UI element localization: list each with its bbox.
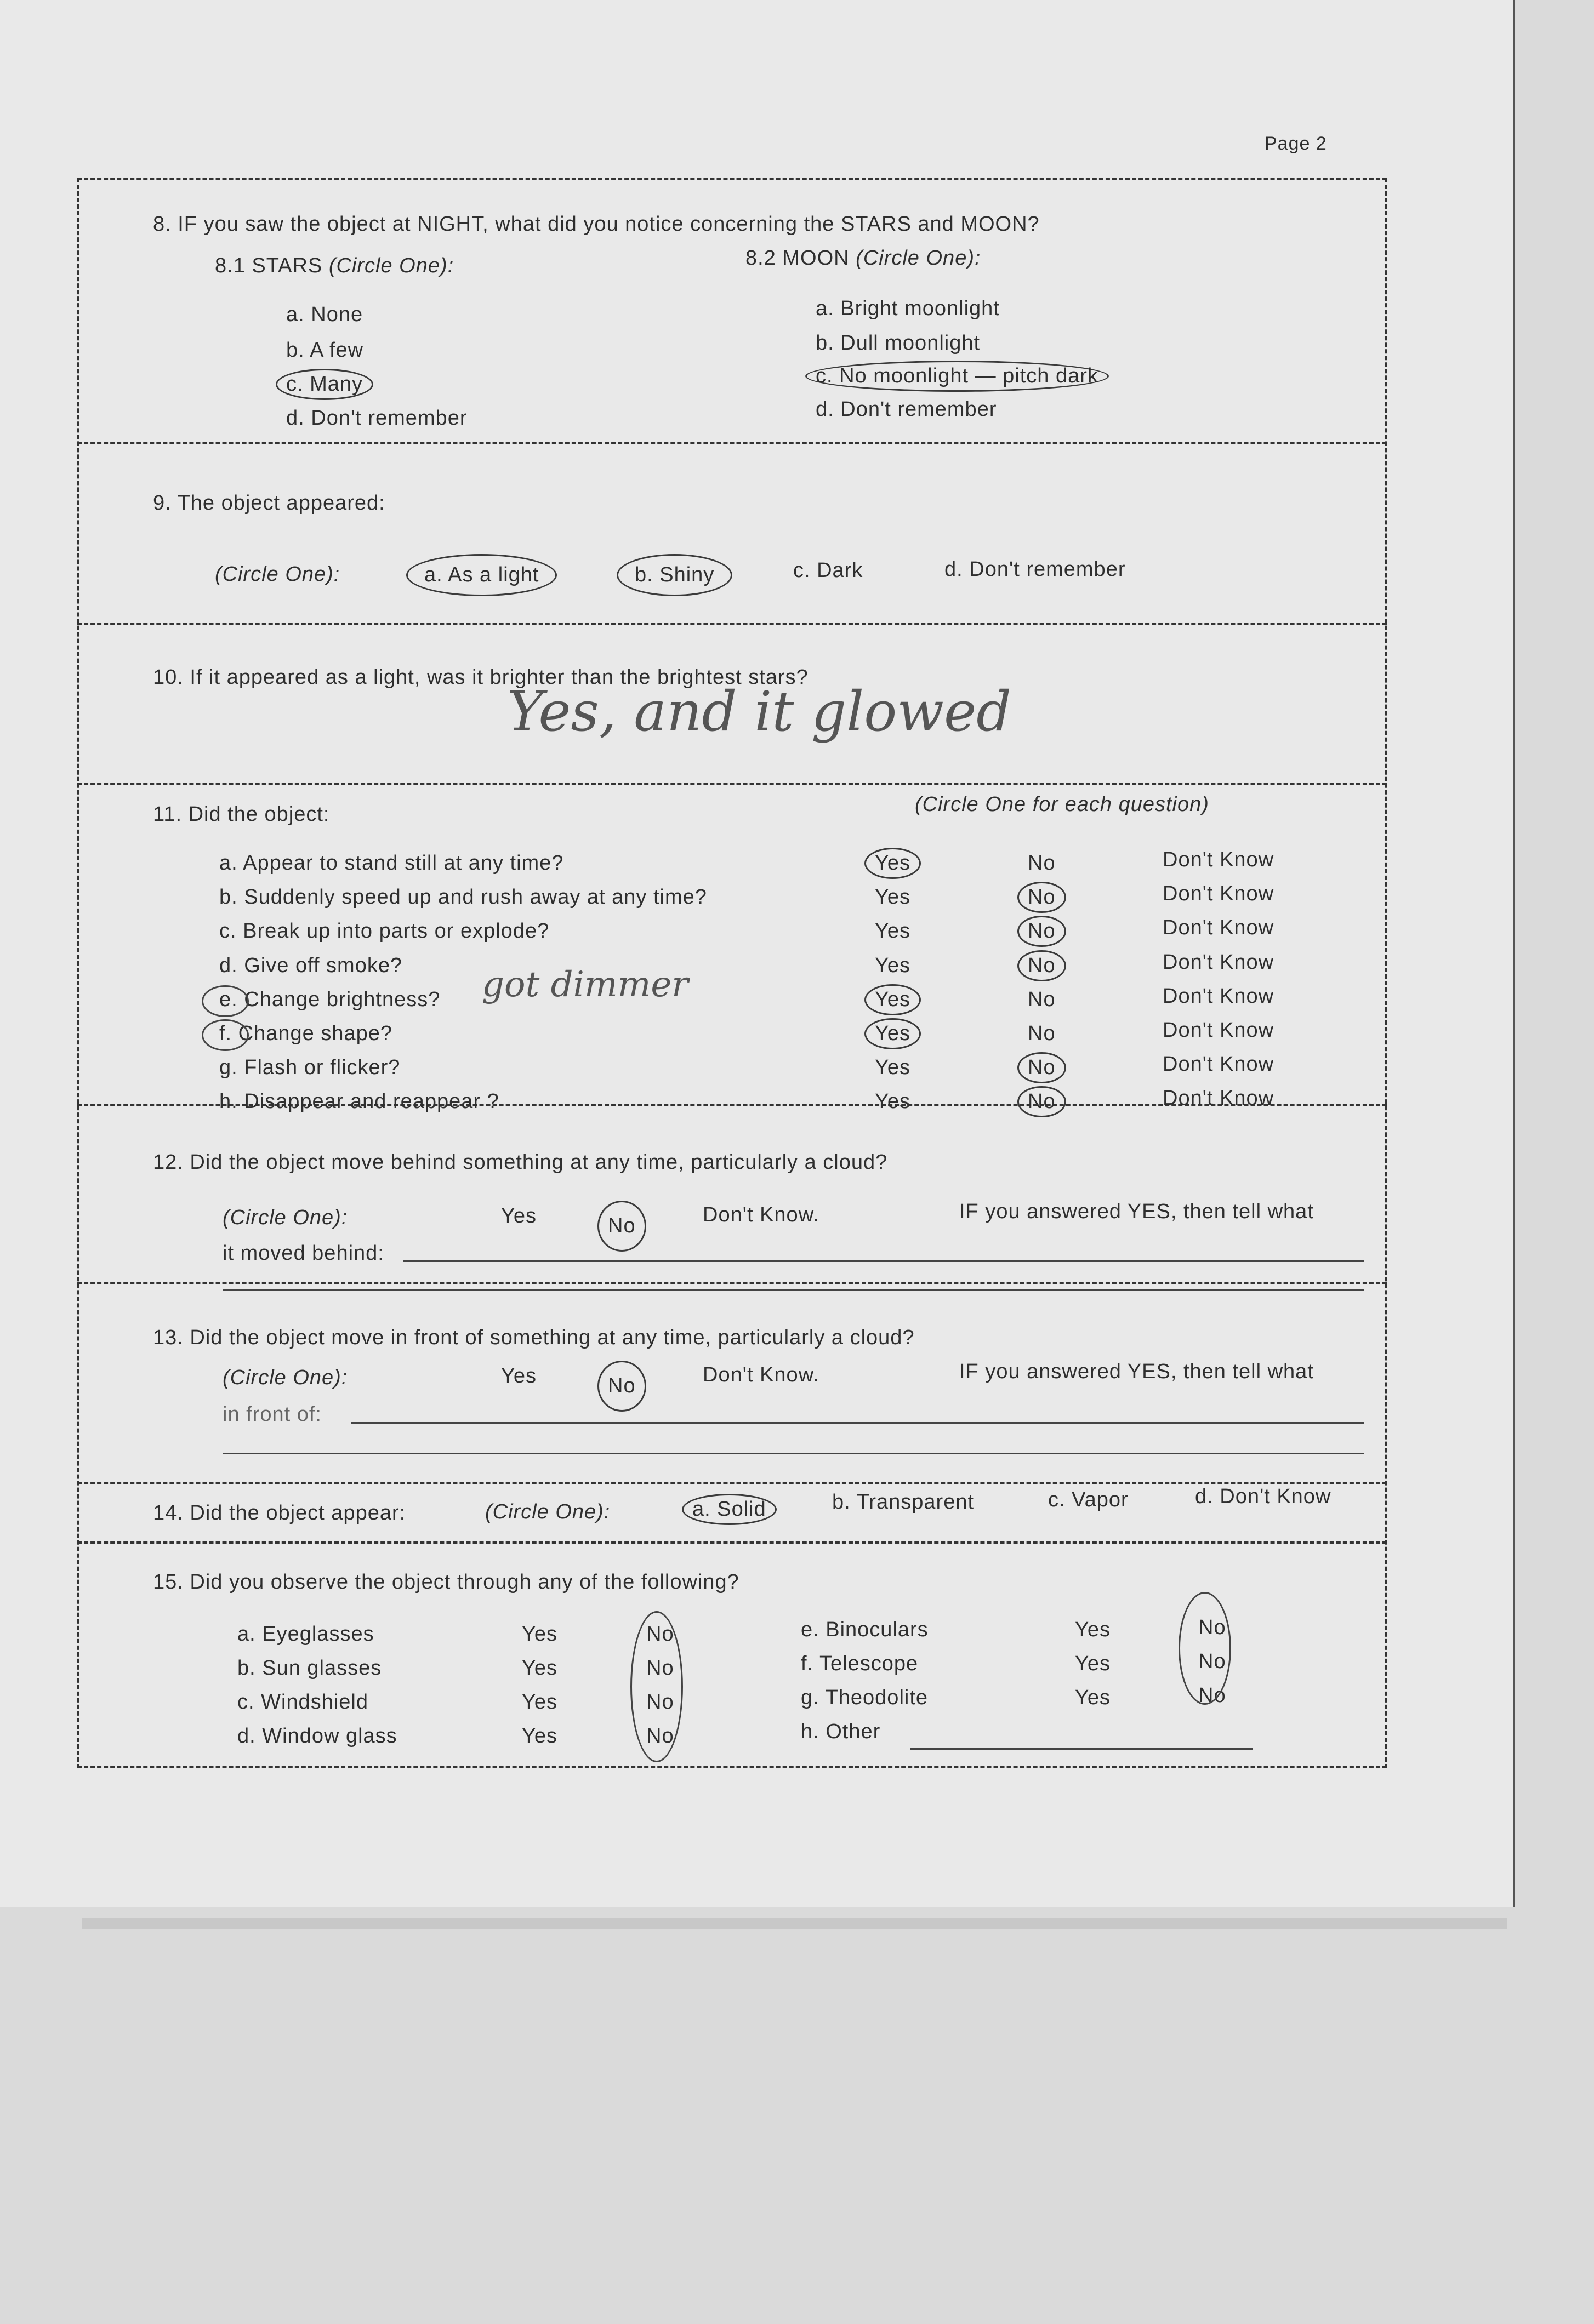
q15-no-selected[interactable]: No bbox=[646, 1657, 674, 1680]
q11-dont-know[interactable]: Don't Know bbox=[1163, 1053, 1274, 1076]
q11-no-selected[interactable]: No bbox=[1017, 1052, 1066, 1083]
divider bbox=[77, 1482, 1387, 1484]
q12-follow-label: it moved behind: bbox=[223, 1242, 384, 1265]
q12-hint: (Circle One): bbox=[223, 1206, 348, 1229]
q11-yes-selected[interactable]: Yes bbox=[864, 1018, 921, 1049]
page-shadow bbox=[82, 1918, 1507, 1929]
q15-item: d. Window glass bbox=[237, 1725, 397, 1748]
q12-answer-line[interactable] bbox=[403, 1260, 1364, 1262]
q15-title: 15. Did you observe the object through any of the following? bbox=[153, 1571, 739, 1594]
q14-hint: (Circle One): bbox=[485, 1500, 611, 1523]
q13-dont-know[interactable]: Don't Know. bbox=[703, 1363, 819, 1386]
q9-option[interactable]: c. Dark bbox=[793, 559, 863, 582]
q11-item: d. Give off smoke? bbox=[219, 954, 403, 977]
q11-dont-know[interactable]: Don't Know bbox=[1163, 1087, 1274, 1110]
q11-dont-know[interactable]: Don't Know bbox=[1163, 848, 1274, 871]
q9-hint: (Circle One): bbox=[215, 563, 340, 586]
q15-no-selected[interactable]: No bbox=[1198, 1684, 1226, 1707]
q11-dont-know[interactable]: Don't Know bbox=[1163, 985, 1274, 1008]
stars-option-selected[interactable]: c. Many bbox=[276, 369, 373, 400]
divider bbox=[77, 1541, 1387, 1544]
q13-hint: (Circle One): bbox=[223, 1366, 348, 1389]
moon-option[interactable]: b. Dull moonlight bbox=[816, 332, 981, 355]
q15-yes[interactable]: Yes bbox=[1075, 1652, 1111, 1675]
q11-no-selected[interactable]: No bbox=[1017, 882, 1066, 913]
stars-option[interactable]: a. None bbox=[286, 303, 363, 326]
q11-item: c. Break up into parts or explode? bbox=[219, 920, 550, 943]
divider bbox=[77, 623, 1387, 625]
q15-no-selected[interactable]: No bbox=[1198, 1616, 1226, 1639]
letter-circle-mark bbox=[202, 1019, 249, 1051]
q15-no-selected[interactable]: No bbox=[646, 1691, 674, 1714]
q9-title: 9. The object appeared: bbox=[153, 492, 385, 515]
q8-moon-label: 8.2 MOON (Circle One): bbox=[745, 247, 981, 270]
no-column-circle-mark bbox=[630, 1611, 683, 1762]
moon-option-selected[interactable]: c. No moonlight — pitch dark bbox=[805, 361, 1109, 392]
q11-dont-know[interactable]: Don't Know bbox=[1163, 951, 1274, 974]
divider bbox=[77, 1282, 1387, 1284]
q15-yes[interactable]: Yes bbox=[522, 1657, 557, 1680]
q11-yes-selected[interactable]: Yes bbox=[864, 984, 921, 1015]
q11-title: 11. Did the object: bbox=[153, 803, 330, 826]
q11-no-selected[interactable]: No bbox=[1017, 950, 1066, 981]
page-number: Page 2 bbox=[1265, 133, 1327, 154]
q11-dont-know[interactable]: Don't Know bbox=[1163, 916, 1274, 939]
q15-item: c. Windshield bbox=[237, 1691, 368, 1714]
q15-yes[interactable]: Yes bbox=[522, 1691, 557, 1714]
q11-yes[interactable]: Yes bbox=[875, 920, 910, 943]
handwritten-answer: Yes, and it glowed bbox=[507, 680, 1012, 744]
q15-no-selected[interactable]: No bbox=[646, 1623, 674, 1646]
q15-yes[interactable]: Yes bbox=[522, 1725, 557, 1748]
q11-yes[interactable]: Yes bbox=[875, 886, 910, 909]
q15-item: g. Theodolite bbox=[801, 1686, 929, 1709]
q15-yes[interactable]: Yes bbox=[1075, 1686, 1111, 1709]
q14-option-selected[interactable]: a. Solid bbox=[682, 1494, 777, 1525]
q11-no[interactable]: No bbox=[1028, 852, 1056, 875]
q13-instruction: IF you answered YES, then tell what bbox=[959, 1360, 1314, 1383]
no-column-circle-mark bbox=[1179, 1592, 1231, 1705]
q11-dont-know[interactable]: Don't Know bbox=[1163, 1019, 1274, 1042]
q15-item: h. Other bbox=[801, 1720, 881, 1743]
q9-option-selected[interactable]: b. Shiny bbox=[617, 554, 732, 596]
q14-title: 14. Did the object appear: bbox=[153, 1501, 406, 1524]
q11-item: e. Change brightness? bbox=[219, 988, 441, 1011]
q15-item: f. Telescope bbox=[801, 1652, 919, 1675]
q11-item: g. Flash or flicker? bbox=[219, 1056, 401, 1079]
q11-hint: (Circle One for each question) bbox=[915, 793, 1209, 816]
q13-title: 13. Did the object move in front of something at any time, particularly a cloud? bbox=[153, 1326, 915, 1349]
q12-yes[interactable]: Yes bbox=[501, 1204, 537, 1227]
moon-option[interactable]: d. Don't remember bbox=[816, 398, 997, 421]
q9-option-selected[interactable]: a. As a light bbox=[406, 554, 557, 596]
q13-yes[interactable]: Yes bbox=[501, 1364, 537, 1387]
stars-option[interactable]: d. Don't remember bbox=[286, 407, 468, 430]
q8-title: 8. IF you saw the object at NIGHT, what did you notice concerning the STARS and MOON? bbox=[153, 213, 1040, 236]
q11-no-selected[interactable]: No bbox=[1017, 1086, 1066, 1117]
handwritten-note: got dimmer bbox=[482, 964, 688, 1005]
divider bbox=[77, 783, 1387, 785]
q11-yes[interactable]: Yes bbox=[875, 954, 910, 977]
q14-option[interactable]: b. Transparent bbox=[832, 1491, 975, 1514]
q15-item: b. Sun glasses bbox=[237, 1657, 382, 1680]
q11-item: h. Disappear and reappear ? bbox=[219, 1090, 499, 1113]
q12-answer-line[interactable] bbox=[223, 1289, 1364, 1291]
q15-yes[interactable]: Yes bbox=[522, 1623, 557, 1646]
other-answer-line[interactable] bbox=[910, 1748, 1253, 1750]
stars-option[interactable]: b. A few bbox=[286, 339, 364, 362]
q14-option[interactable]: d. Don't Know bbox=[1195, 1485, 1331, 1508]
q11-no[interactable]: No bbox=[1028, 988, 1056, 1011]
q8-stars-label: 8.1 STARS (Circle One): bbox=[215, 254, 454, 277]
q15-no-selected[interactable]: No bbox=[646, 1725, 674, 1748]
q13-answer-line[interactable] bbox=[223, 1453, 1364, 1454]
q15-no-selected[interactable]: No bbox=[1198, 1650, 1226, 1673]
q13-answer-line[interactable] bbox=[351, 1422, 1364, 1424]
letter-circle-mark bbox=[202, 985, 249, 1017]
q13-follow-label: in front of: bbox=[223, 1403, 322, 1426]
q11-no-selected[interactable]: No bbox=[1017, 916, 1066, 947]
q11-item: a. Appear to stand still at any time? bbox=[219, 852, 564, 875]
q14-option[interactable]: c. Vapor bbox=[1048, 1488, 1129, 1511]
q11-no[interactable]: No bbox=[1028, 1022, 1056, 1045]
q12-instruction: IF you answered YES, then tell what bbox=[959, 1200, 1314, 1223]
q11-dont-know[interactable]: Don't Know bbox=[1163, 882, 1274, 905]
q11-yes[interactable]: Yes bbox=[875, 1056, 910, 1079]
q10-title: 10. If it appeared as a light, was it brighter than the brightest stars? bbox=[153, 666, 809, 689]
q11-yes[interactable]: Yes bbox=[875, 1090, 910, 1113]
q15-item: e. Binoculars bbox=[801, 1618, 929, 1641]
q11-item: f. Change shape? bbox=[219, 1022, 393, 1045]
divider bbox=[77, 442, 1387, 444]
q12-dont-know[interactable]: Don't Know. bbox=[703, 1203, 819, 1226]
q13-no-selected[interactable]: No bbox=[597, 1361, 646, 1412]
moon-option[interactable]: a. Bright moonlight bbox=[816, 297, 1000, 320]
q9-option[interactable]: d. Don't remember bbox=[944, 558, 1126, 581]
q11-yes-selected[interactable]: Yes bbox=[864, 848, 921, 879]
q12-no-selected[interactable]: No bbox=[597, 1201, 646, 1252]
q15-item: a. Eyeglasses bbox=[237, 1623, 374, 1646]
q15-yes[interactable]: Yes bbox=[1075, 1618, 1111, 1641]
q12-title: 12. Did the object move behind something at any time, particularly a cloud? bbox=[153, 1151, 888, 1174]
q11-item: b. Suddenly speed up and rush away at any time? bbox=[219, 886, 707, 909]
